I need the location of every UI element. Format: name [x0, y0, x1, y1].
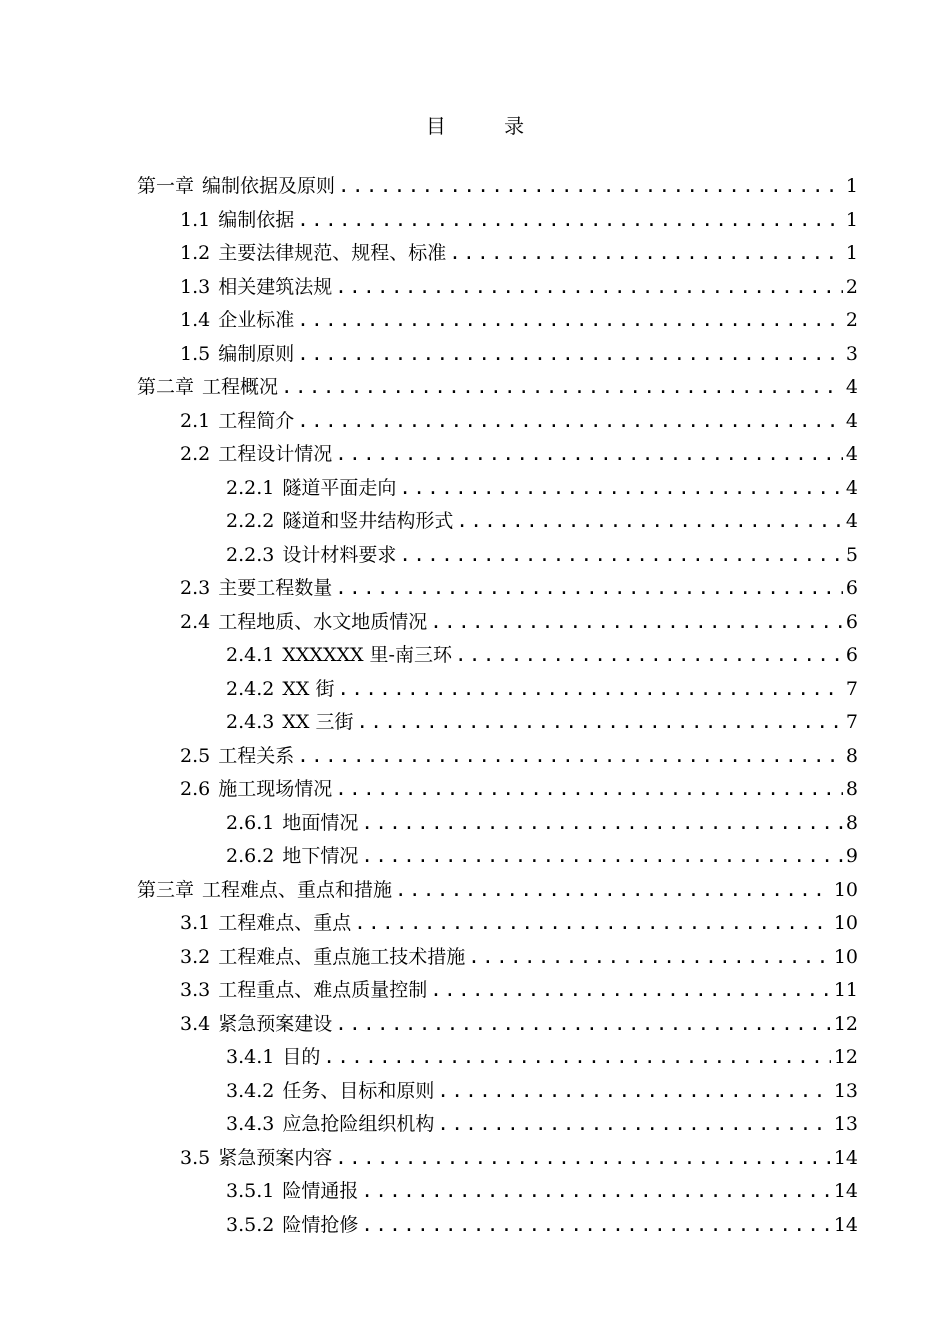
- toc-entry-number: 2.6.2: [226, 845, 275, 867]
- toc-entry-page: 10: [833, 879, 858, 901]
- toc-entry-page: 6: [845, 611, 858, 633]
- toc-entry-page: 1: [845, 209, 858, 231]
- toc-entry-title: 施工现场情况: [218, 778, 333, 800]
- toc-entry-page: 3: [845, 343, 858, 365]
- toc-dot-leader: [361, 806, 843, 840]
- toc-entry-title: 应急抢险组织机构: [282, 1113, 435, 1135]
- toc-entry[interactable]: [180, 772, 858, 806]
- toc-entry-title: 地面情况: [282, 812, 359, 834]
- toc-title: 目 录: [425, 114, 551, 138]
- toc-entry-page: 8: [845, 812, 858, 834]
- toc-entry[interactable]: [137, 873, 858, 907]
- toc-entry-number: 2.6.1: [226, 812, 275, 834]
- toc-entry-number: 2.4: [180, 611, 211, 633]
- toc-entry-page: 6: [845, 577, 858, 599]
- toc-entry-page: 13: [833, 1113, 858, 1135]
- toc-entry-page: 14: [833, 1214, 858, 1236]
- toc-entry-number: 1.4: [180, 309, 211, 331]
- toc-entry[interactable]: [180, 404, 858, 438]
- toc-entry-page: 4: [845, 510, 858, 532]
- toc-entry-page: 8: [845, 778, 858, 800]
- toc-entry-title: 设计材料要求: [282, 544, 397, 566]
- toc-entry-title: 隧道和竖井结构形式: [282, 510, 454, 532]
- toc-entry[interactable]: [180, 605, 858, 639]
- toc-entry[interactable]: [180, 1007, 858, 1041]
- toc-dot-leader: [395, 873, 831, 907]
- toc-entry[interactable]: [226, 504, 858, 538]
- toc-entry-title: 险情通报: [282, 1180, 359, 1202]
- toc-dot-leader: [437, 1074, 830, 1108]
- toc-entry-page: 4: [845, 477, 858, 499]
- toc-entry-title: XX 三街: [282, 711, 354, 733]
- toc-entry-page: 10: [833, 946, 858, 968]
- toc-entry-page: 12: [833, 1046, 858, 1068]
- toc-entry-number: 2.2.3: [226, 544, 275, 566]
- toc-dot-leader: [399, 471, 843, 505]
- toc-entry-title: 紧急预案建设: [218, 1013, 333, 1035]
- toc-entry-page: 4: [845, 443, 858, 465]
- toc-entry-page: 1: [845, 175, 858, 197]
- toc-entry[interactable]: [180, 236, 858, 270]
- toc-entry-title: 工程地质、水文地质情况: [218, 611, 428, 633]
- toc-entry-page: 13: [833, 1080, 858, 1102]
- toc-dot-leader: [297, 203, 843, 237]
- toc-entry-number: 3.4.2: [226, 1080, 275, 1102]
- toc-entry[interactable]: [180, 303, 858, 337]
- toc-dot-leader: [456, 504, 843, 538]
- toc-entry[interactable]: [226, 1040, 858, 1074]
- toc-dot-leader: [449, 236, 843, 270]
- toc-entry[interactable]: [180, 906, 858, 940]
- toc-entry-title: 工程难点、重点施工技术措施: [218, 946, 466, 968]
- toc-dot-leader: [297, 739, 843, 773]
- toc-dot-leader: [335, 772, 843, 806]
- toc-entry-page: 4: [845, 376, 858, 398]
- toc-dot-leader: [338, 169, 843, 203]
- toc-entry-page: 1: [845, 242, 858, 264]
- toc-entry-number: 2.2: [180, 443, 211, 465]
- toc-entry-number: 3.4.3: [226, 1113, 275, 1135]
- toc-entry[interactable]: [180, 203, 858, 237]
- toc-entry[interactable]: [180, 571, 858, 605]
- toc-entry-title: XXXXXX 里-南三环: [282, 644, 452, 666]
- toc-dot-leader: [297, 337, 843, 371]
- toc-entry-title: 隧道平面走向: [282, 477, 397, 499]
- toc-dot-leader: [361, 1208, 830, 1242]
- toc-dot-leader: [335, 571, 843, 605]
- toc-entry[interactable]: [226, 839, 858, 873]
- toc-dot-leader: [337, 672, 842, 706]
- toc-entry-number: 2.4.2: [226, 678, 275, 700]
- toc-entry-title: 险情抢修: [282, 1214, 359, 1236]
- toc-dot-leader: [399, 538, 843, 572]
- toc-entry[interactable]: [226, 1208, 858, 1242]
- toc-entry-page: 2: [845, 309, 858, 331]
- toc-dot-leader: [323, 1040, 830, 1074]
- toc-entry[interactable]: [226, 471, 858, 505]
- toc-entry-title: 目的: [282, 1046, 321, 1068]
- toc-entry-number: 2.4.1: [226, 644, 275, 666]
- toc-dot-leader: [361, 1174, 830, 1208]
- toc-entry-title: 企业标准: [218, 309, 295, 331]
- toc-dot-leader: [356, 705, 842, 739]
- toc-entry[interactable]: [137, 169, 858, 203]
- toc-entry-number: 3.2: [180, 946, 211, 968]
- toc-dot-leader: [437, 1107, 830, 1141]
- toc-entry-number: 3.5.2: [226, 1214, 275, 1236]
- toc-entry-page: 6: [845, 644, 858, 666]
- toc-entry[interactable]: [180, 739, 858, 773]
- toc-entry-page: 7: [845, 678, 858, 700]
- toc-entry-number: 1.5: [180, 343, 211, 365]
- toc-entry-title: 工程简介: [218, 410, 295, 432]
- toc-entry-number: 2.4.3: [226, 711, 275, 733]
- toc-dot-leader: [361, 839, 843, 873]
- toc-entry[interactable]: [226, 1074, 858, 1108]
- toc-entry-number: 3.3: [180, 979, 211, 1001]
- toc-entry-title: XX 街: [282, 678, 335, 700]
- toc-entry-title: 编制依据: [218, 209, 295, 231]
- toc-entry-title: 工程概况: [202, 376, 279, 398]
- toc-entry[interactable]: [226, 705, 858, 739]
- toc-dot-leader: [297, 404, 843, 438]
- toc-dot-leader: [430, 605, 843, 639]
- toc-entry-page: 9: [845, 845, 858, 867]
- toc-entry[interactable]: [226, 538, 858, 572]
- toc-entry-number: 第三章: [137, 879, 195, 901]
- toc-dot-leader: [335, 1007, 831, 1041]
- toc-entry-page: 5: [845, 544, 858, 566]
- toc-entry-page: 14: [833, 1147, 858, 1169]
- toc-entry[interactable]: [180, 270, 858, 304]
- toc-entry-number: 2.6: [180, 778, 211, 800]
- toc-entry[interactable]: [226, 638, 858, 672]
- toc-entry-number: 2.2.2: [226, 510, 275, 532]
- toc-entry[interactable]: [180, 1141, 858, 1175]
- toc-entry-number: 2.1: [180, 410, 211, 432]
- toc-entry-number: 第二章: [137, 376, 195, 398]
- toc-entry-page: 8: [845, 745, 858, 767]
- toc-dot-leader: [430, 973, 831, 1007]
- toc-entry-number: 2.3: [180, 577, 211, 599]
- toc-dot-leader: [335, 270, 843, 304]
- toc-entry-title: 地下情况: [282, 845, 359, 867]
- toc-entry-title: 主要工程数量: [218, 577, 333, 599]
- toc-entry-title: 紧急预案内容: [218, 1147, 333, 1169]
- toc-entry-number: 1.1: [180, 209, 211, 231]
- toc-entry[interactable]: [180, 973, 858, 1007]
- toc-entry-number: 1.2: [180, 242, 211, 264]
- toc-entry-page: 7: [845, 711, 858, 733]
- toc-dot-leader: [297, 303, 843, 337]
- toc-entry-page: 11: [833, 979, 858, 1001]
- toc-entry-title: 工程难点、重点和措施: [202, 879, 393, 901]
- toc-entry-title: 编制依据及原则: [202, 175, 336, 197]
- toc-entry[interactable]: [137, 370, 858, 404]
- toc-entry-number: 3.5.1: [226, 1180, 275, 1202]
- toc-entry-title: 任务、目标和原则: [282, 1080, 435, 1102]
- toc-entry-title: 工程关系: [218, 745, 295, 767]
- toc-dot-leader: [354, 906, 831, 940]
- toc-entry[interactable]: [180, 337, 858, 371]
- toc-entry-number: 3.4.1: [226, 1046, 275, 1068]
- toc-entry-number: 第一章: [137, 175, 195, 197]
- toc-entry-title: 工程设计情况: [218, 443, 333, 465]
- toc-entry[interactable]: [226, 672, 858, 706]
- toc-entry-page: 2: [845, 276, 858, 298]
- toc-entry-title: 主要法律规范、规程、标准: [218, 242, 447, 264]
- toc-entry-title: 工程重点、难点质量控制: [218, 979, 428, 1001]
- toc-dot-leader: [455, 638, 843, 672]
- toc-entry[interactable]: [226, 1107, 858, 1141]
- toc-dot-leader: [335, 437, 843, 471]
- toc-dot-leader: [335, 1141, 831, 1175]
- toc-entry-title: 编制原则: [218, 343, 295, 365]
- toc-entry-number: 3.5: [180, 1147, 211, 1169]
- toc-entry[interactable]: [226, 1174, 858, 1208]
- toc-entry-title: 工程难点、重点: [218, 912, 352, 934]
- toc-dot-leader: [281, 370, 843, 404]
- toc-entry-number: 2.5: [180, 745, 211, 767]
- toc-entry[interactable]: [226, 806, 858, 840]
- toc-entry-number: 2.2.1: [226, 477, 275, 499]
- toc-entry[interactable]: [180, 437, 858, 471]
- toc-entry[interactable]: [180, 940, 858, 974]
- toc-entry-number: 1.3: [180, 276, 211, 298]
- toc-entry-page: 10: [833, 912, 858, 934]
- toc-entry-title: 相关建筑法规: [218, 276, 333, 298]
- toc-entry-number: 3.4: [180, 1013, 211, 1035]
- toc-entry-number: 3.1: [180, 912, 211, 934]
- toc-entry-page: 14: [833, 1180, 858, 1202]
- toc-entry-page: 12: [833, 1013, 858, 1035]
- toc-entry-page: 4: [845, 410, 858, 432]
- toc-dot-leader: [468, 940, 831, 974]
